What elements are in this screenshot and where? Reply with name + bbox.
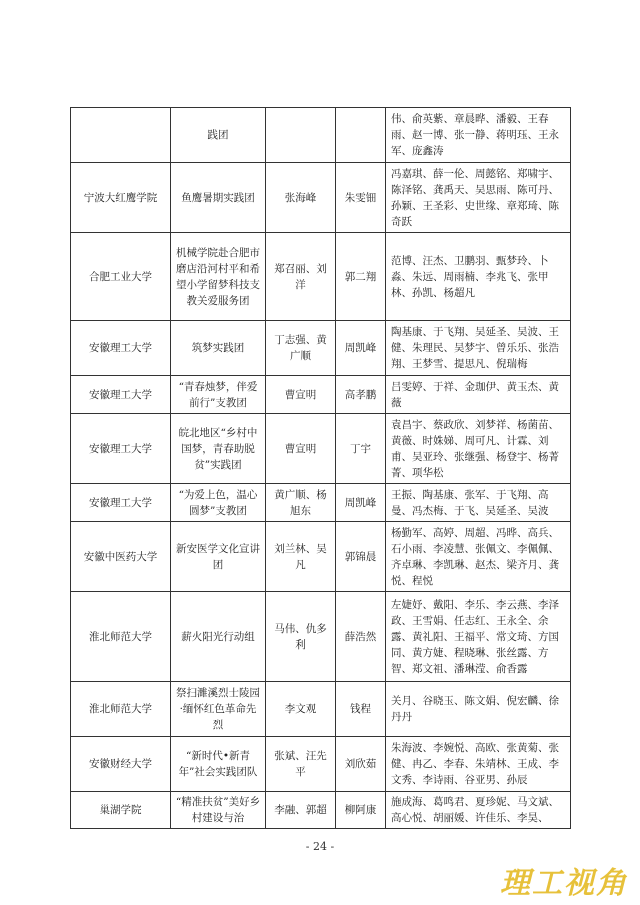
cell-team: 机械学院赴合肥市磨店沿河村平和希望小学留梦科技支教关爱服务团: [171, 233, 266, 321]
cell-leader: 高孝鹏: [336, 376, 386, 414]
cell-instructor: 李融、郭超: [266, 792, 336, 829]
cell-members: 袁昌宇、蔡政欣、刘梦祥、杨菌苗、黄薇、时姝娣、周可凡、计霖、刘甫、吴亚玲、张继强、杨登宇、杨菁菁、项华松: [386, 414, 571, 484]
table-row: [71, 414, 571, 484]
table-row: [71, 592, 571, 682]
table-row: [71, 484, 571, 522]
watermark-logo: 理工视角: [500, 866, 628, 901]
cell-instructor: 张斌、汪先平: [266, 737, 336, 792]
page-number: - 24 -: [305, 840, 335, 853]
cell-team: 皖北地区“乡村中国梦，青春助脱贫”实践团: [171, 414, 266, 484]
cell-school: 安徽理工大学: [71, 484, 171, 522]
cell-team: “为爱上色，温心圆梦”支教团: [171, 484, 266, 522]
cell-school: 安徽理工大学: [71, 414, 171, 484]
cell-instructor: 黄广顺、杨旭东: [266, 484, 336, 522]
table-row: [71, 321, 571, 376]
cell-leader: 朱雯钿: [336, 163, 386, 233]
table-row: [71, 376, 571, 414]
cell-school: 淮北师范大学: [71, 592, 171, 682]
cell-school: 安徽理工大学: [71, 376, 171, 414]
table-body: [71, 108, 571, 829]
cell-school: 安徽中医药大学: [71, 522, 171, 592]
table-row: [71, 682, 571, 737]
table-row: [71, 108, 571, 163]
cell-leader: 周凯峰: [336, 321, 386, 376]
cell-instructor: 曹宣明: [266, 376, 336, 414]
cell-school: 淮北师范大学: [71, 682, 171, 737]
cell-members: 范博、汪杰、卫鹏羽、甄梦玲、卜淼、朱远、周雨楠、李兆飞、张甲林、孙凯、杨超凡: [386, 233, 571, 321]
cell-leader: 丁宇: [336, 414, 386, 484]
cell-team: “新时代•新青年”社会实践团队: [171, 737, 266, 792]
cell-members: 左婕妤、戴阳、李乐、李云燕、李泽政、王雪娟、任志红、王永全、余露、黄礼阳、王福平、常文琦、方国同、黄方婕、程晓琳、张丝露、方智、郑文祖、潘琳滢、俞香露: [386, 592, 571, 682]
cell-leader: 刘欣茹: [336, 737, 386, 792]
cell-instructor: 刘兰林、吴凡: [266, 522, 336, 592]
cell-leader: 郭锦晨: [336, 522, 386, 592]
cell-team: “精准扶贫”美好乡村建设与治: [171, 792, 266, 829]
cell-members: 关月、谷晓玉、陈文娟、倪宏麟、徐丹丹: [386, 682, 571, 737]
table-row: [71, 163, 571, 233]
cell-instructor: 丁志强、黄广顺: [266, 321, 336, 376]
cell-members: 陶基康、于飞翔、吴延圣、吴波、王健、朱理民、吴梦宇、曾乐乐、张浩翔、王梦雪、提思凡、倪瑞梅: [386, 321, 571, 376]
cell-leader: 郭二翔: [336, 233, 386, 321]
cell-school: [71, 108, 171, 163]
cell-instructor: 马伟、仇多利: [266, 592, 336, 682]
cell-team: 薪火阳光行动组: [171, 592, 266, 682]
cell-leader: [336, 108, 386, 163]
cell-instructor: 郑召丽、刘洋: [266, 233, 336, 321]
cell-members: 王振、陶基康、张军、于飞翔、高曼、冯杰梅、于飞、吴延圣、吴波: [386, 484, 571, 522]
cell-members: 朱海波、李婉悦、高欧、张黄菊、张健、冉乙、李春、朱靖林、王成、李文秀、李诗雨、谷亚男、孙辰: [386, 737, 571, 792]
cell-school: 安徽财经大学: [71, 737, 171, 792]
cell-school: 合肥工业大学: [71, 233, 171, 321]
cell-school: 宁波大红鹰学院: [71, 163, 171, 233]
cell-team: 践团: [171, 108, 266, 163]
cell-instructor: 曹宣明: [266, 414, 336, 484]
cell-members: 施成海、葛鸣君、夏珍妮、马文斌、高心悦、胡丽媛、许佳乐、李昊、: [386, 792, 571, 829]
cell-members: 吕雯婷、于祥、金珈伊、黄玉杰、黄薇: [386, 376, 571, 414]
cell-instructor: [266, 108, 336, 163]
cell-leader: 柳阿康: [336, 792, 386, 829]
cell-leader: 周凯峰: [336, 484, 386, 522]
table-row: [71, 792, 571, 829]
cell-school: 巢湖学院: [71, 792, 171, 829]
table-row: [71, 737, 571, 792]
cell-school: 安徽理工大学: [71, 321, 171, 376]
cell-team: 祭扫濉溪烈士陵园·缅怀红色革命先烈: [171, 682, 266, 737]
cell-team: 鱼鹰暑期实践团: [171, 163, 266, 233]
table-row: [71, 522, 571, 592]
cell-members: 伟、俞英紫、章晨晔、潘毅、王春雨、赵一博、张一静、蒋明珏、王永军、庞鑫涛: [386, 108, 571, 163]
cell-instructor: 张海峰: [266, 163, 336, 233]
cell-leader: 薛浩然: [336, 592, 386, 682]
cell-team: 新安医学文化宣讲团: [171, 522, 266, 592]
practice-team-table: [70, 107, 571, 829]
cell-members: 冯嘉琪、薛一伦、周懿铭、郑啸宇、陈泽铭、龚禹天、吴思雨、陈可丹、孙颖、王圣彩、史世缘、章郑琦、陈奇跃: [386, 163, 571, 233]
cell-instructor: 李文观: [266, 682, 336, 737]
cell-members: 杨勤军、高婷、周超、冯晔、高兵、石小雨、李凌慧、张佩文、李佩佩、齐卓琳、李凯琳、赵杰、梁齐月、龚悦、程悦: [386, 522, 571, 592]
cell-team: 筑梦实践团: [171, 321, 266, 376]
table-row: [71, 233, 571, 321]
cell-leader: 钱程: [336, 682, 386, 737]
cell-team: “青春烛梦，伴爱前行”支教团: [171, 376, 266, 414]
